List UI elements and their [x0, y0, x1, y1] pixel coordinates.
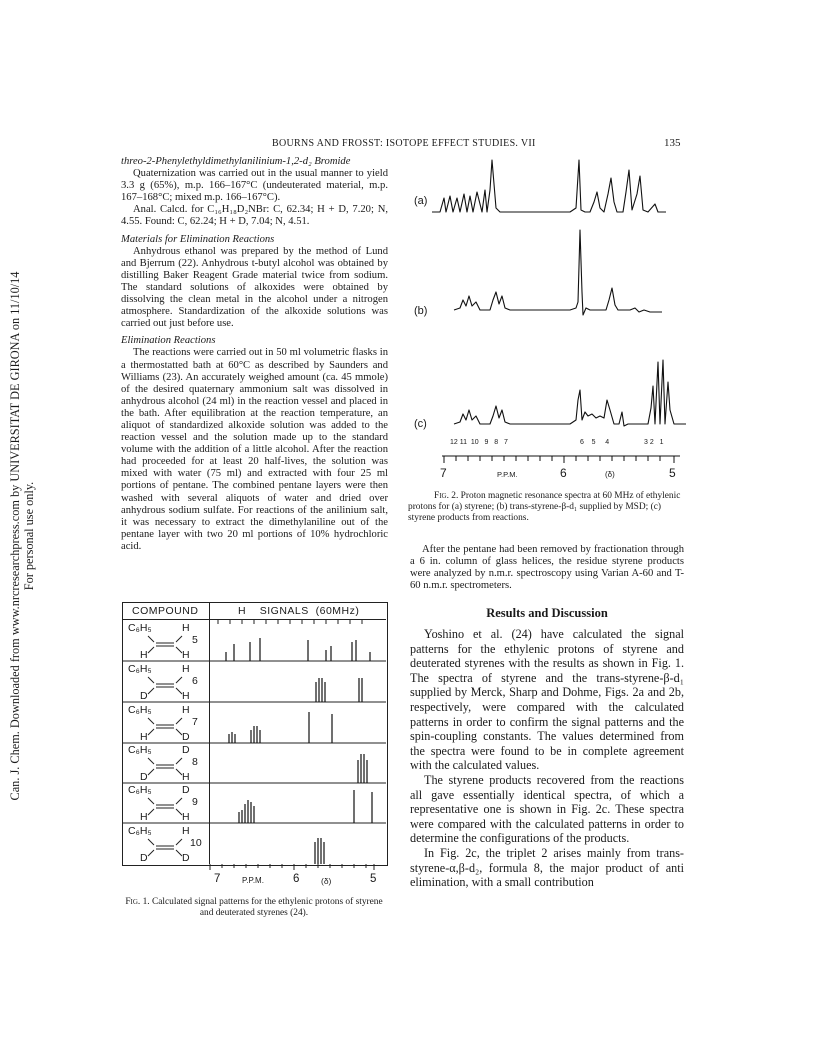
substituent: D	[140, 771, 148, 783]
substituent: D	[140, 690, 148, 702]
figure-1-caption-text: Calculated signal patterns for the ethylenic protons of styrene and deuterated styrenes (24).	[152, 897, 383, 918]
signals-row-7	[229, 712, 332, 743]
substituent: H	[140, 811, 148, 823]
bottom-axis-ticks	[210, 864, 374, 870]
paragraph: Anhydrous ethanol was prepared by the method of Lund and Bjerrum (22). Anhydrous t-butyl alcohol was obtained by distilling Baker Reagent Grade material twice from sodium. The standard solutions of alkoxides were obtained by dissolving the clean metal in the alcohol under a nitrogen atmosphere. Standardization of the alkoxide solutions was carried out just before use.	[121, 245, 388, 330]
signals-row-10	[315, 838, 324, 864]
substituent: H	[182, 704, 190, 716]
compound-number: 5	[192, 634, 198, 646]
spectrum-label-a: (a)	[414, 195, 428, 207]
structure-5	[122, 622, 210, 662]
substituent: H	[182, 649, 190, 661]
right-column-intro	[410, 544, 684, 592]
structure-7	[122, 704, 210, 744]
figure-1-label: Fig. 1.	[125, 897, 150, 907]
spectrum-label-b: (b)	[414, 305, 428, 317]
header-tick-marks	[218, 620, 362, 624]
substituent: D	[182, 744, 190, 756]
left-column	[121, 156, 388, 553]
fig2-axis-6: 6	[560, 466, 567, 480]
fig1-axis-6: 6	[293, 873, 300, 885]
spectrum-c-trace	[454, 360, 686, 426]
column-header-compound: COMPOUND	[132, 605, 199, 617]
peak-numbers-mid: 6 5 4	[580, 439, 610, 446]
figure-2-caption	[408, 491, 684, 524]
figure-2-label: Fig. 2.	[434, 491, 459, 501]
paragraph: Yoshino et al. (24) have calculated the signal patterns for the ethylenic protons of styrene and deuterated styrenes with the results as shown in Fig. 1. The spectra of styrene and the trans-styrene-β-d₁ supplied by Merck, Sharp and Dohme, Figs. 2a and 2b, respectively, were compared with the calculated patterns in order to confirm the signal patterns and the spin-coupling constants. The values determined from the spectra were found to be in complete agreement with the calculated values.	[410, 627, 684, 773]
compound-number: 10	[190, 837, 202, 849]
paragraph: The reactions were carried out in 50 ml volumetric flasks in a thermostatted bath at 60°C as described by Saunders and Williams (23). An accurately weighed amount (ca. 45 mmole) of the desired quaternary ammonium salt was dissolved in anhydrous alcohol (24 ml) in the reaction vessel and placed in the bath. After equilibration at the reaction temperature, an aliquot of standardized alkoxide solution was added to the reaction vessel and the solution made up to the standard volume with the addition of a little alcohol. After the reaction had proceeded for at least 20 half-lives, the solution was mixed with water (75 ml) and extracted with four 25 ml portions of pentane. The combined pentane layers were then washed with several aliquots of water and dried over anhydrous sodium sulfate. For reactions of the anilinium salt, it was necessary to extract the dimethylaniline out of the pentane layer with two 20 ml portions of 10% hydrochloric acid.	[121, 347, 388, 552]
paragraph: Anal. Calcd. for C₁₆H₁₈D₂NBr: C, 62.34; H + D, 7.20; N, 4.55. Found: C, 62.24; H + D, 7.04; N, 4.51.	[121, 204, 388, 228]
substituent: H	[182, 690, 190, 702]
structure-6	[122, 663, 210, 703]
structure-10	[122, 825, 210, 865]
axis-ticks	[444, 456, 674, 463]
right-column-body	[410, 627, 684, 890]
substituent: C₆H₅	[128, 663, 152, 675]
substituent: H	[182, 622, 190, 634]
spectrum-label-c: (c)	[414, 418, 427, 430]
section-heading-results: Results and Discussion	[486, 606, 608, 620]
page-number: 135	[664, 137, 681, 149]
fig2-axis-ppm: P.P.M.	[497, 470, 518, 479]
paragraph: After the pentane had been removed by fractionation through a 6 in. column of glass helices, the residue styrene products were analyzed by n.m.r. spectroscopy using Varian A-60 and T-60 n.m.r. spectrometers.	[410, 544, 684, 592]
spectrum-a-trace	[432, 160, 666, 212]
substituent: H	[182, 825, 190, 837]
download-notice-line1: Can. J. Chem. Downloaded from www.nrcresearchpress.com by UNIVERSITAT DE GIRONA on 11/10/14	[8, 271, 22, 801]
signals-row-8	[358, 754, 367, 783]
substituent: H	[140, 649, 148, 661]
column-header-signals: H SIGNALS (60MHz)	[238, 605, 360, 617]
fig1-axis-7: 7	[214, 873, 221, 885]
substituent: H	[182, 811, 190, 823]
signals-row-5	[226, 638, 370, 661]
peak-numbers-right: 3 2 1	[644, 439, 664, 446]
substituent: C₆H₅	[128, 744, 152, 756]
structure-9	[122, 784, 210, 824]
figure-2-caption-text: Proton magnetic resonance spectra at 60 MHz of ethylenic protons for (a) styrene; (b) trans-styrene-β-d₁ supplied by MSD; (c) styrene products from reactions.	[408, 491, 681, 523]
fig1-axis-delta: (δ)	[321, 876, 332, 886]
paragraph: In Fig. 2c, the triplet 2 arises mainly from trans-styrene-α,β-d₂, formula 8, the major product of anti elimination, with a small contribution	[410, 845, 684, 890]
substituent: H	[182, 663, 190, 675]
substituent: C₆H₅	[128, 704, 152, 716]
compound-number: 9	[192, 796, 198, 808]
substituent: D	[182, 852, 190, 864]
substituent: C₆H₅	[128, 825, 152, 837]
heading-threo: threo-2-Phenylethyldimethylanilinium-1,2-d₂ Bromide	[121, 156, 351, 167]
signals-row-9	[239, 790, 372, 823]
substituent: H	[182, 771, 190, 783]
fig1-axis-ppm: P.P.M.	[242, 876, 264, 885]
substituent: D	[182, 731, 190, 743]
signals-row-6	[316, 678, 362, 702]
heading-elimination: Elimination Reactions	[121, 335, 216, 347]
spectrum-b-trace	[454, 230, 662, 315]
substituent: C₆H₅	[128, 622, 152, 634]
substituent: H	[140, 731, 148, 743]
fig1-axis-5: 5	[370, 873, 377, 885]
heading-materials: Materials for Elimination Reactions	[121, 233, 275, 245]
fig2-axis-delta: (δ)	[605, 470, 615, 479]
fig2-axis-5: 5	[669, 466, 676, 480]
download-notice	[8, 236, 36, 836]
compound-number: 7	[192, 716, 198, 728]
nmr-spectra	[430, 150, 690, 485]
paragraph: Quaternization was carried out in the usual manner to yield 3.3 g (65%), m.p. 166–167°C (undeuterated material, m.p. 167–168°C; mixed m.p. 166–167°C).	[121, 168, 388, 204]
substituent: C₆H₅	[128, 784, 152, 796]
running-title: BOURNS AND FROSST: ISOTOPE EFFECT STUDIES. VII	[272, 138, 536, 149]
substituent: D	[140, 852, 148, 864]
figure-1-caption	[122, 897, 386, 919]
fig2-axis-7: 7	[440, 466, 447, 480]
compound-number: 6	[192, 675, 198, 687]
structure-8	[122, 744, 210, 784]
compound-number: 8	[192, 756, 198, 768]
peak-numbers-left: 12 11 10 9 8 7	[450, 439, 508, 446]
substituent: D	[182, 784, 190, 796]
download-notice-line2: For personal use only.	[22, 481, 36, 591]
paragraph: The styrene products recovered from the reactions all gave essentially identical spectra, of which a representative one is shown in Fig. 2c. These spectra were compared with the calculated patterns in order to determine the configurations of the products.	[410, 772, 684, 846]
